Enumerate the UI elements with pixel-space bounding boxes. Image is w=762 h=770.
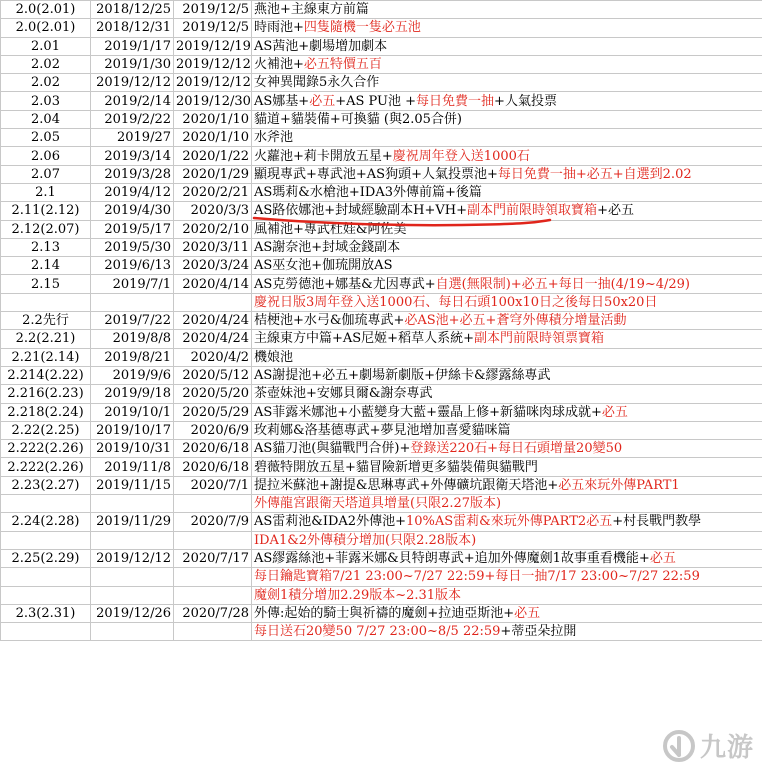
content-cell <box>252 257 762 275</box>
jp-date-cell <box>91 531 174 549</box>
content-text: AS路依娜池+封域經驗副本H+VH+ <box>254 203 468 219</box>
jp-date-cell: 2019/27 <box>91 129 174 147</box>
content-cell <box>252 55 762 73</box>
tw-date-cell: 2020/6/9 <box>174 421 252 439</box>
tw-date-cell: 2020/1/22 <box>174 147 252 165</box>
content-cell <box>252 202 762 220</box>
jp-date-cell: 2019/11/15 <box>91 476 174 494</box>
content-text: +AS PU池 + <box>335 93 417 109</box>
content-text: 機娘池 <box>254 349 294 365</box>
table-row <box>1 220 762 238</box>
tw-date-cell: 2019/12/30 <box>174 92 252 110</box>
content-cell <box>252 495 762 513</box>
tw-date-cell: 2020/2/10 <box>174 220 252 238</box>
jp-date-cell <box>91 495 174 513</box>
content-cell <box>252 110 762 128</box>
table-row <box>1 1 762 19</box>
tw-date-cell: 2020/7/17 <box>174 549 252 567</box>
jp-date-cell: 2019/2/14 <box>91 92 174 110</box>
jp-date-cell: 2019/9/18 <box>91 385 174 403</box>
tw-date-cell: 2020/2/21 <box>174 183 252 201</box>
version-cell: 2.214(2.22) <box>1 366 91 384</box>
jp-date-cell: 2019/12/26 <box>91 604 174 622</box>
jp-date-cell: 2019/5/30 <box>91 238 174 256</box>
jp-date-cell <box>91 293 174 311</box>
content-text: +人氣投票 <box>494 93 557 109</box>
jp-date-cell: 2019/8/21 <box>91 348 174 366</box>
version-cell: 2.216(2.23) <box>1 385 91 403</box>
jp-date-cell <box>91 623 174 641</box>
tw-date-cell: 2020/3/24 <box>174 257 252 275</box>
content-text: AS瑪莉&水槍池+IDA3外傳前篇+後篇 <box>254 185 482 201</box>
content-text: 提拉米蘇池+謝提&思琳專武+外傳礦坑跟衛天塔池+ <box>254 477 559 493</box>
table-row <box>1 55 762 73</box>
content-text: AS謝提池+必五+劇場新劇版+伊絲卡&繆露絲專武 <box>254 368 551 384</box>
tw-date-cell <box>174 586 252 604</box>
content-cell <box>252 348 762 366</box>
table-row <box>1 421 762 439</box>
highlight-text: 10%AS雷莉&來玩外傳PART2必五 <box>405 514 613 530</box>
content-text: 玫莉娜&洛基德專武+夢見池增加喜愛貓咪篇 <box>254 422 511 438</box>
table-body <box>1 1 762 641</box>
table-row <box>1 312 762 330</box>
content-cell <box>252 165 762 183</box>
content-cell <box>252 147 762 165</box>
tw-date-cell <box>174 495 252 513</box>
version-cell: 2.3(2.31) <box>1 604 91 622</box>
content-cell <box>252 238 762 256</box>
tw-date-cell: 2020/7/9 <box>174 513 252 531</box>
tw-date-cell: 2019/12/19 <box>174 37 252 55</box>
tw-date-cell: 2020/1/10 <box>174 129 252 147</box>
tw-date-cell: 2019/12/12 <box>174 74 252 92</box>
table-row <box>1 275 762 293</box>
jp-date-cell <box>91 568 174 586</box>
jp-date-cell: 2019/3/14 <box>91 147 174 165</box>
table-row <box>1 37 762 55</box>
tw-date-cell: 2020/4/24 <box>174 330 252 348</box>
jp-date-cell: 2019/6/13 <box>91 257 174 275</box>
content-text: +蒂亞朵拉開 <box>500 624 577 640</box>
jp-date-cell: 2019/12/12 <box>91 549 174 567</box>
content-cell <box>252 330 762 348</box>
version-cell: 2.07 <box>1 165 91 183</box>
table-row <box>1 74 762 92</box>
content-text: AS貓刀池(與貓戰門合併)+ <box>254 441 411 457</box>
9game-logo-icon <box>662 729 696 763</box>
table-row <box>1 366 762 384</box>
content-text: AS雷莉池&IDA2外傳池+ <box>254 514 406 530</box>
table-row <box>1 183 762 201</box>
highlight-text: 外傳龍宮跟衛天塔道具增量(只限2.27版本) <box>254 496 502 512</box>
tw-date-cell: 2020/5/29 <box>174 403 252 421</box>
content-text: 時雨池+ <box>254 20 304 36</box>
tw-date-cell: 2019/12/5 <box>174 1 252 19</box>
jp-date-cell: 2019/11/8 <box>91 458 174 476</box>
content-text: AS茜池+劇場增加劇本 <box>254 38 388 54</box>
version-cell <box>1 531 91 549</box>
highlight-text: 副本門前限時領取寶箱 <box>467 203 598 219</box>
table-row <box>1 385 762 403</box>
version-cell: 2.06 <box>1 147 91 165</box>
content-cell <box>252 19 762 37</box>
tw-date-cell <box>174 531 252 549</box>
content-cell <box>252 440 762 458</box>
version-cell <box>1 495 91 513</box>
content-text: 桔梗池+水弓&伽琉專武+ <box>254 313 405 329</box>
version-cell: 2.2先行 <box>1 312 91 330</box>
version-cell <box>1 568 91 586</box>
highlight-text: 必AS池+必五+蒼穹外傳積分增量活動 <box>404 313 627 329</box>
version-cell: 2.22(2.25) <box>1 421 91 439</box>
highlight-text: 必五 <box>601 404 628 420</box>
tw-date-cell <box>174 568 252 586</box>
version-cell: 2.13 <box>1 238 91 256</box>
jp-date-cell: 2019/1/30 <box>91 55 174 73</box>
table-row <box>1 586 762 604</box>
highlight-text: 登錄送220石+每日石頭增量20變50 <box>410 441 623 457</box>
jp-date-cell <box>91 586 174 604</box>
content-cell <box>252 1 762 19</box>
content-text: 女神異聞錄5永久合作 <box>254 75 380 91</box>
table-row <box>1 623 762 641</box>
highlight-text: 每日鑰匙寶箱7/21 23:00~7/27 22:59+每日一抽7/17 23:00~7/27 22:59 <box>254 569 700 585</box>
content-text: 茶壺妹池+安娜貝爾&謝奈專武 <box>254 386 433 402</box>
content-cell <box>252 220 762 238</box>
watermark-text: 九游 <box>699 733 754 763</box>
content-cell <box>252 275 762 293</box>
highlight-text: 必五 <box>309 93 336 109</box>
content-text: 風補池+專武杜娃&阿佐美 <box>254 221 407 237</box>
content-cell <box>252 531 762 549</box>
content-text: 貓道+貓裝備+可換貓 (與2.05合併) <box>254 111 463 127</box>
content-cell <box>252 92 762 110</box>
jp-date-cell: 2019/9/6 <box>91 366 174 384</box>
tw-date-cell <box>174 293 252 311</box>
table-row <box>1 92 762 110</box>
table-row <box>1 293 762 311</box>
highlight-text: 必五 <box>514 605 541 621</box>
version-cell: 2.02 <box>1 74 91 92</box>
version-cell: 2.12(2.07) <box>1 220 91 238</box>
version-cell: 2.03 <box>1 92 91 110</box>
highlight-text: 必五特價五百 <box>303 57 382 73</box>
tw-date-cell: 2019/12/5 <box>174 19 252 37</box>
tw-date-cell <box>174 623 252 641</box>
content-cell <box>252 385 762 403</box>
table-row <box>1 348 762 366</box>
content-text: 水斧池 <box>254 130 294 146</box>
content-text: +村長戰門教學 <box>612 514 702 530</box>
table-row <box>1 568 762 586</box>
content-cell <box>252 312 762 330</box>
version-cell: 2.11(2.12) <box>1 202 91 220</box>
content-cell <box>252 513 762 531</box>
table-row <box>1 440 762 458</box>
highlight-text: 必五來玩外傳PART1 <box>558 477 680 493</box>
content-text: 燕池+主線東方前篇 <box>254 2 369 18</box>
highlight-text: 每日免費一抽 <box>416 93 495 109</box>
tw-date-cell: 2020/4/24 <box>174 312 252 330</box>
tw-date-cell: 2020/7/1 <box>174 476 252 494</box>
table-row <box>1 513 762 531</box>
tw-date-cell: 2020/6/18 <box>174 458 252 476</box>
version-cell: 2.21(2.14) <box>1 348 91 366</box>
jp-date-cell: 2019/8/8 <box>91 330 174 348</box>
table-row <box>1 458 762 476</box>
table-row <box>1 129 762 147</box>
table-row <box>1 476 762 494</box>
content-cell <box>252 476 762 494</box>
content-cell <box>252 623 762 641</box>
content-cell <box>252 403 762 421</box>
content-text: AS克勞德池+娜基&尤因專武+ <box>254 276 436 292</box>
jp-date-cell: 2019/10/17 <box>91 421 174 439</box>
content-cell <box>252 129 762 147</box>
tw-date-cell: 2020/1/29 <box>174 165 252 183</box>
jp-date-cell: 2019/3/28 <box>91 165 174 183</box>
tw-date-cell: 2020/4/14 <box>174 275 252 293</box>
content-cell <box>252 586 762 604</box>
tw-date-cell: 2020/3/11 <box>174 238 252 256</box>
table-row <box>1 549 762 567</box>
content-text: 碧薇特開放五星+貓冒險新增更多貓裝備與貓戰門 <box>254 459 538 475</box>
version-cell: 2.14 <box>1 257 91 275</box>
version-cell: 2.15 <box>1 275 91 293</box>
tw-date-cell: 2019/12/12 <box>174 55 252 73</box>
table-row <box>1 238 762 256</box>
content-text: 顯現專武+專武池+AS狗頭+人氣投票池+ <box>254 166 498 182</box>
tw-date-cell: 2020/1/10 <box>174 110 252 128</box>
highlight-text: 必五 <box>649 551 676 567</box>
content-cell <box>252 293 762 311</box>
highlight-text: 自選(無限制)+必五+每日一抽(4/19~4/29) <box>435 276 691 292</box>
highlight-text: 副本門前限時領票寶箱 <box>473 331 604 347</box>
jp-date-cell: 2019/10/1 <box>91 403 174 421</box>
content-cell <box>252 568 762 586</box>
version-cell: 2.01 <box>1 37 91 55</box>
jp-date-cell: 2018/12/25 <box>91 1 174 19</box>
tw-date-cell: 2020/3/3 <box>174 202 252 220</box>
table-row <box>1 604 762 622</box>
version-cell <box>1 586 91 604</box>
jp-date-cell: 2019/5/17 <box>91 220 174 238</box>
jp-date-cell: 2019/4/30 <box>91 202 174 220</box>
jp-date-cell: 2019/12/12 <box>91 74 174 92</box>
version-cell: 2.222(2.26) <box>1 440 91 458</box>
content-text: 外傳:起始的騎士與祈禱的魔劍+拉迪亞斯池+ <box>254 605 515 621</box>
jp-date-cell: 2019/10/31 <box>91 440 174 458</box>
highlight-text: 慶祝日版3周年登入送1000石、每日石頭100x10日之後每日50x20日 <box>254 294 658 310</box>
version-cell <box>1 623 91 641</box>
jp-date-cell: 2019/11/29 <box>91 513 174 531</box>
tw-date-cell: 2020/7/28 <box>174 604 252 622</box>
version-cell: 2.1 <box>1 183 91 201</box>
version-cell: 2.218(2.24) <box>1 403 91 421</box>
version-cell: 2.24(2.28) <box>1 513 91 531</box>
highlight-text: 每日免費一抽+必五+自選到2.02 <box>497 166 692 182</box>
content-text: 主線東方中篇+AS尼姬+稻草人系統+ <box>254 331 474 347</box>
version-cell: 2.23(2.27) <box>1 476 91 494</box>
highlight-text: 慶祝周年登入送1000石 <box>392 148 530 164</box>
content-text: AS繆露絲池+菲露米娜&貝特朗專武+追加外傳魔劍1故事重看機能+ <box>254 551 650 567</box>
version-cell <box>1 293 91 311</box>
table-row <box>1 330 762 348</box>
content-text: AS娜基+ <box>254 93 310 109</box>
highlight-text: IDA1&2外傳積分增加(只限2.28版本) <box>254 532 477 548</box>
jp-date-cell: 2019/7/1 <box>91 275 174 293</box>
content-cell <box>252 604 762 622</box>
content-cell <box>252 421 762 439</box>
watermark <box>662 727 754 764</box>
version-cell: 2.0(2.01) <box>1 1 91 19</box>
table-row <box>1 257 762 275</box>
version-cell: 2.222(2.26) <box>1 458 91 476</box>
jp-date-cell: 2019/2/22 <box>91 110 174 128</box>
content-text: AS謝奈池+封域金錢副本 <box>254 240 401 255</box>
content-cell <box>252 458 762 476</box>
jp-date-cell: 2019/4/12 <box>91 183 174 201</box>
content-text: AS巫女池+伽琉開放AS <box>254 258 393 274</box>
highlight-text: 魔劍1積分增加2.29版本~2.31版本 <box>254 587 462 603</box>
content-cell <box>252 183 762 201</box>
content-cell <box>252 366 762 384</box>
version-cell: 2.04 <box>1 110 91 128</box>
tw-date-cell: 2020/5/20 <box>174 385 252 403</box>
table-row <box>1 202 762 220</box>
content-text: 火蘿池+莉卡開放五星+ <box>254 148 393 164</box>
tw-date-cell: 2020/5/12 <box>174 366 252 384</box>
highlight-text: 四隻隨機一隻必五池 <box>303 20 421 36</box>
version-cell: 2.2(2.21) <box>1 330 91 348</box>
table-row <box>1 495 762 513</box>
content-text: +必五 <box>597 203 634 219</box>
content-text: AS菲露米娜池+小藍變身大藍+靈晶上修+新貓咪肉球成就+ <box>254 404 602 420</box>
version-cell: 2.25(2.29) <box>1 549 91 567</box>
tw-date-cell: 2020/4/2 <box>174 348 252 366</box>
content-cell <box>252 549 762 567</box>
table-row <box>1 531 762 549</box>
jp-date-cell: 2018/12/31 <box>91 19 174 37</box>
tw-date-cell: 2020/6/18 <box>174 440 252 458</box>
table-row <box>1 403 762 421</box>
table-row <box>1 110 762 128</box>
table-row <box>1 19 762 37</box>
content-cell <box>252 37 762 55</box>
version-cell: 2.02 <box>1 55 91 73</box>
jp-date-cell: 2019/7/22 <box>91 312 174 330</box>
version-cell: 2.0(2.01) <box>1 19 91 37</box>
jp-date-cell: 2019/1/17 <box>91 37 174 55</box>
content-text: 火補池+ <box>254 57 304 73</box>
highlight-text: 每日送石20變50 7/27 23:00~8/5 22:59 <box>254 624 501 640</box>
version-cell: 2.05 <box>1 129 91 147</box>
content-cell <box>252 74 762 92</box>
table-row <box>1 165 762 183</box>
table-row <box>1 147 762 165</box>
